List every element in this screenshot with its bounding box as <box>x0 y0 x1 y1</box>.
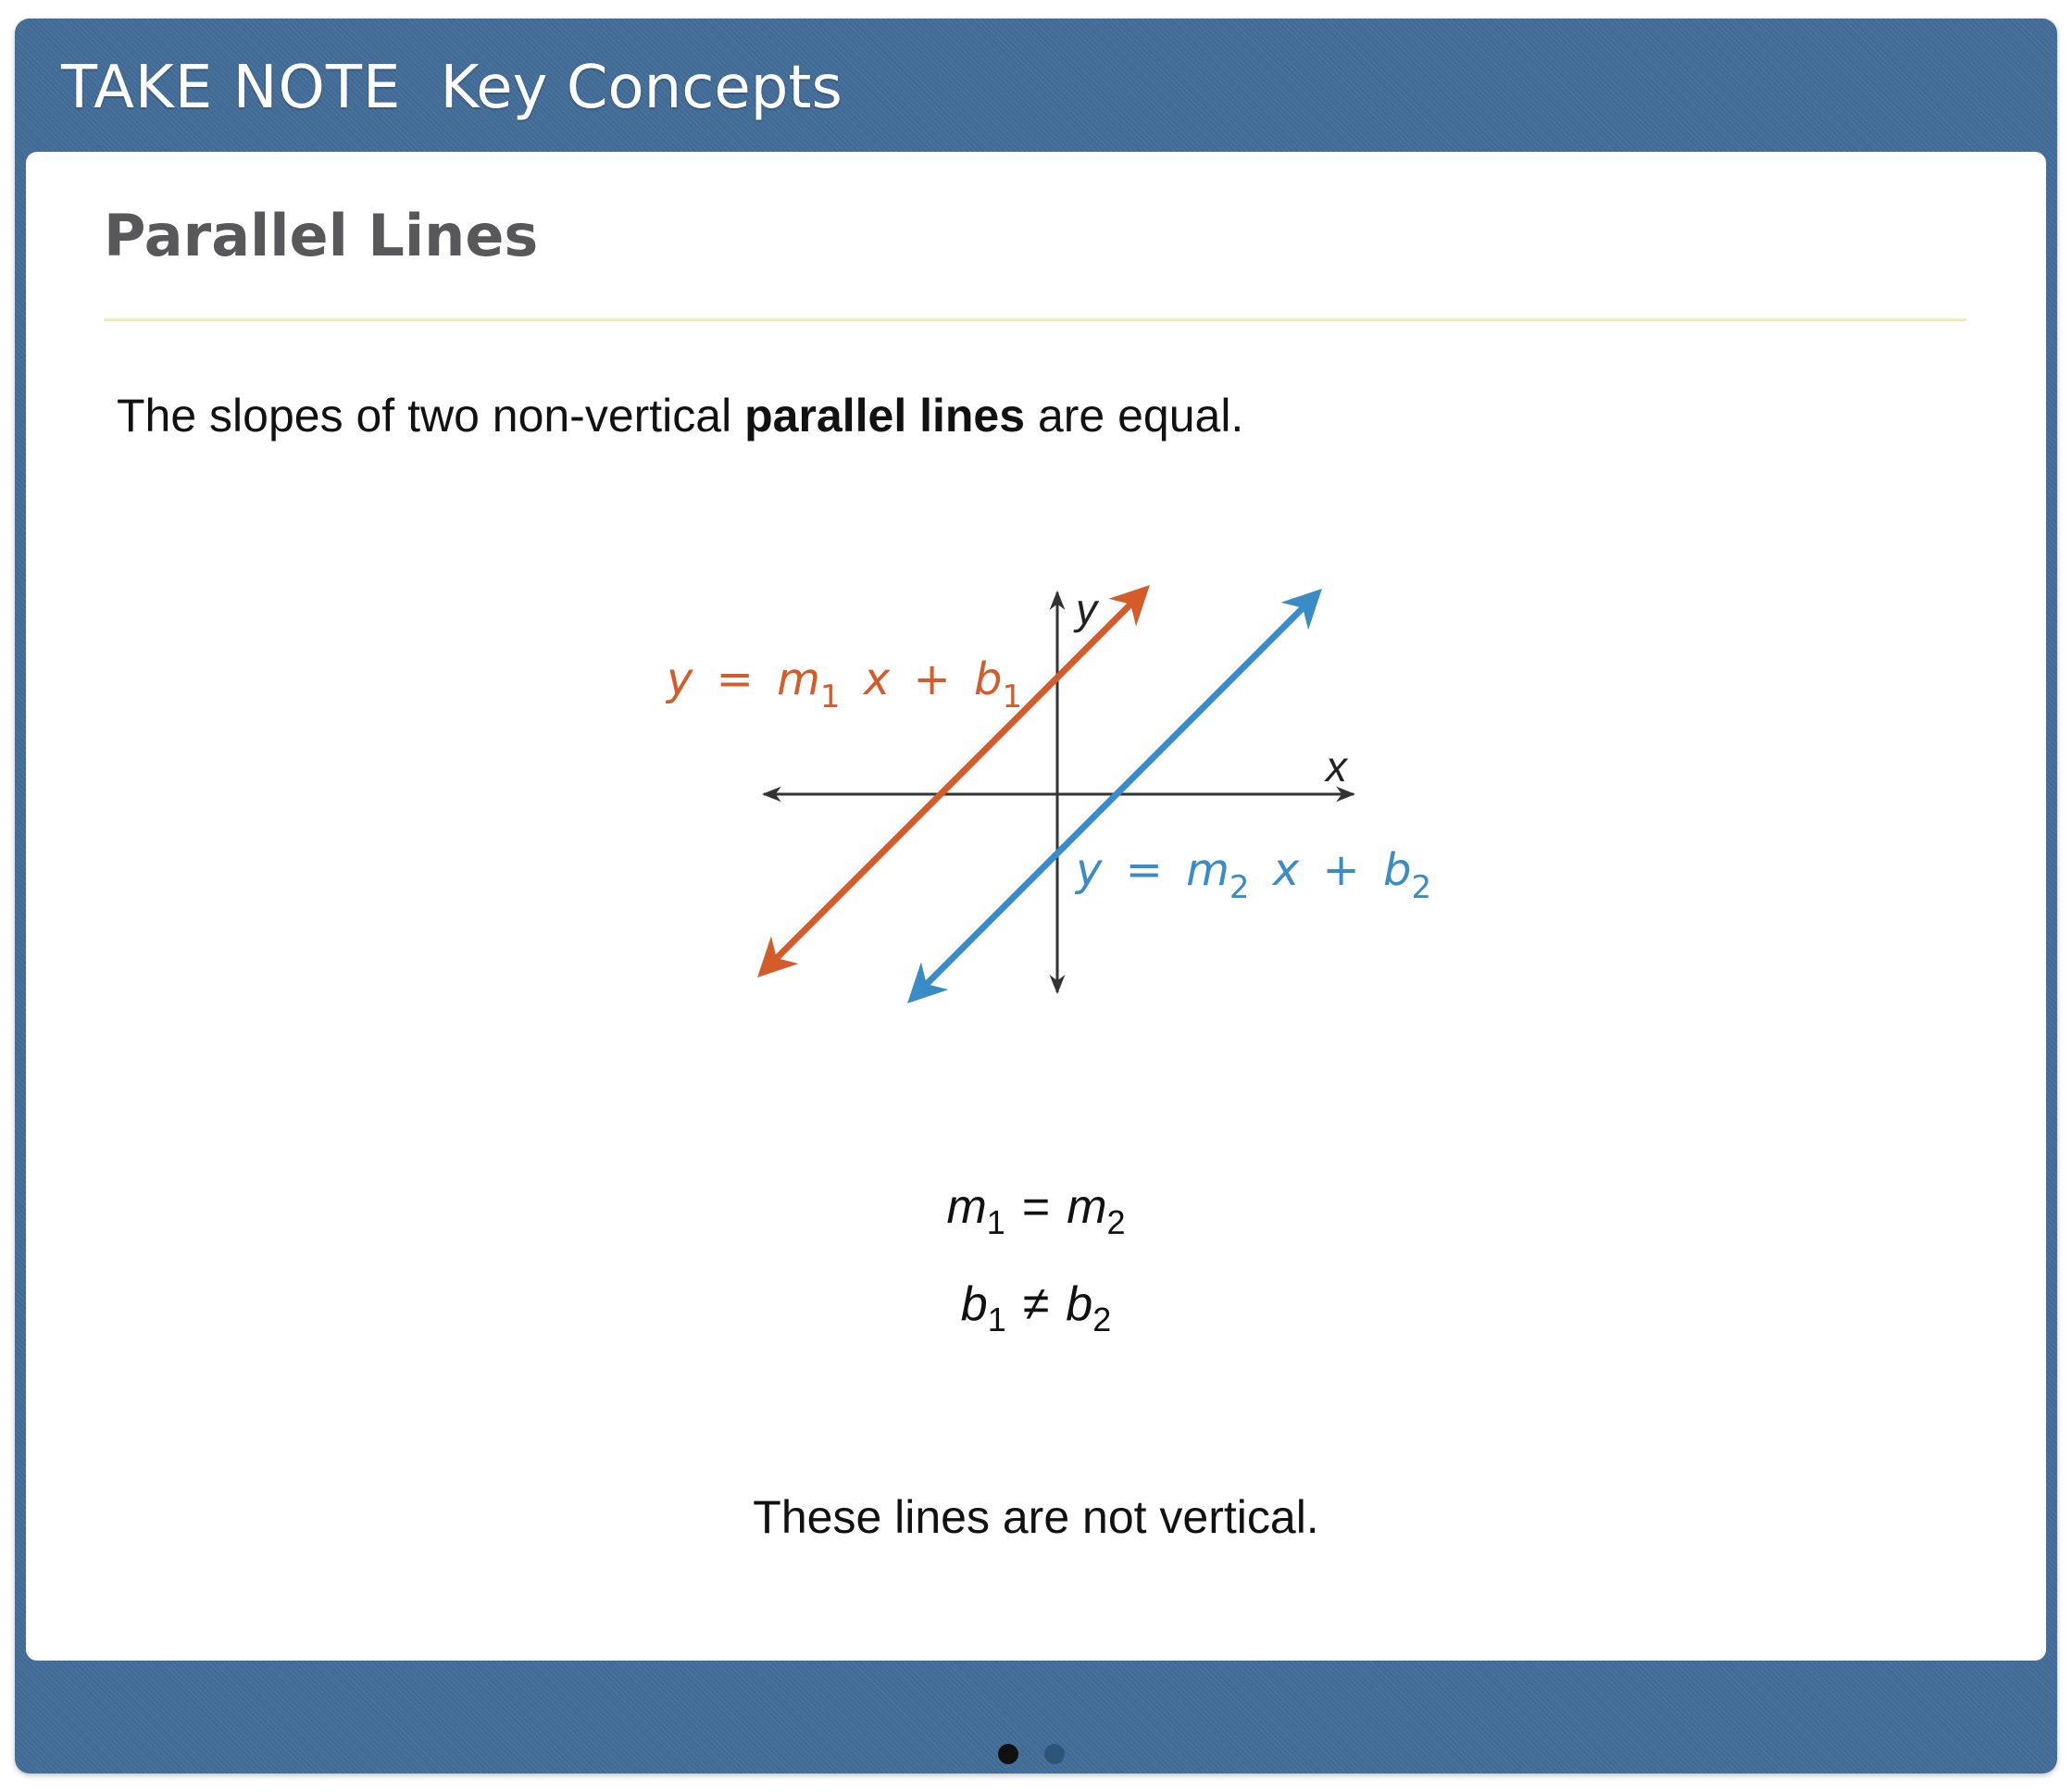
panel-title: Key Concepts <box>440 54 843 122</box>
take-note-label: TAKE NOTE <box>61 54 402 122</box>
statement-bold-term: parallel lines <box>744 390 1026 442</box>
y-axis-label: y <box>1076 585 1097 633</box>
page-dot-2[interactable] <box>1044 1744 1065 1764</box>
concept-statement <box>117 389 1243 442</box>
parallel-lines-graph <box>648 555 1481 1018</box>
page-indicator <box>998 1744 1065 1764</box>
slope-equality: $m_1 = m_2$ <box>946 1180 1126 1241</box>
vertical-note: These lines are not vertical. <box>753 1491 1319 1543</box>
statement-text-end: are equal. <box>1025 390 1244 442</box>
title-divider <box>104 318 1966 321</box>
intercept-inequality: $b_1 \ne b_2$ <box>960 1277 1112 1338</box>
x-axis-label: x <box>1326 742 1347 790</box>
panel-header <box>61 46 843 130</box>
line-1-equation: y = $m_1$ x + $b_1$ <box>667 653 1023 716</box>
statement-text-start: The slopes of two non-vertical <box>117 390 745 442</box>
slope-relations <box>0 1166 2072 1361</box>
line-1 <box>763 591 1144 972</box>
page-dot-1[interactable] <box>998 1744 1018 1764</box>
line-2-equation: y = $m_2$ x + $b_2$ <box>1076 844 1432 906</box>
section-title: Parallel Lines <box>104 202 539 269</box>
